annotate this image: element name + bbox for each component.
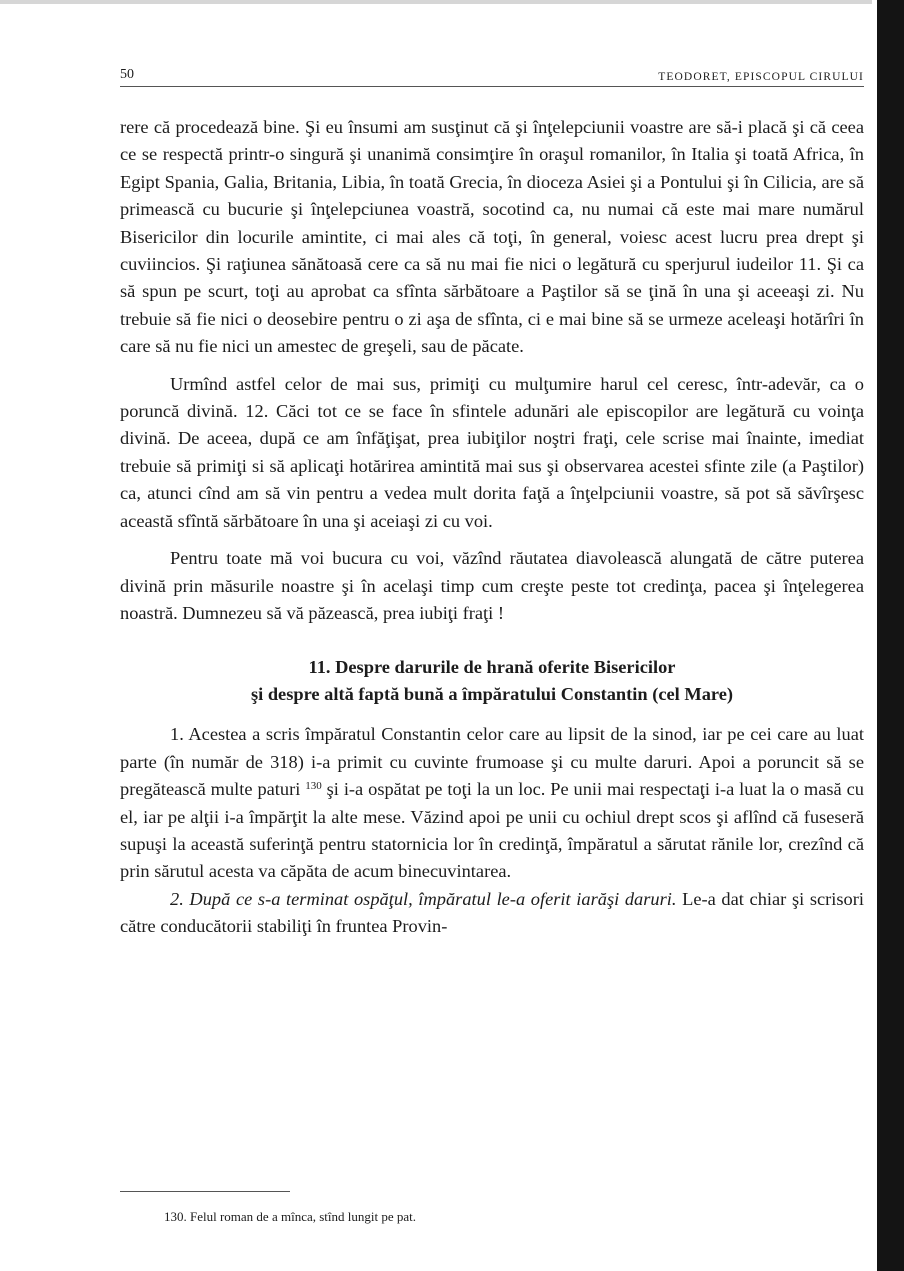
page-number: 50 — [120, 67, 134, 82]
page-top-edge — [0, 0, 872, 4]
paragraph-5 — [120, 886, 864, 941]
footnote-reference: 130 — [305, 780, 322, 793]
chapter-heading — [120, 654, 864, 708]
body-text — [120, 114, 864, 941]
paragraph-1: rere că procedează bine. Şi eu însumi am susţinut că şi înţelepciunii voastre are să-i placă şi că ceea ce se respectă printr-o singură şi unanimă consimţire în oraşul romanilor, în Italia şi toată Africa, în Egipt Spania, Galia, Britania, Libia, în toată Grecia, în dioceza Asiei şi a Pontului şi în Cilicia, are să primească cu bucurie şi înţelepciunea voastră, socotind ca, nu numai că este mai mare numărul Bisericilor din locurile amintite, ci mai ales că toţi, în general, voiesc acest lucru prea drept şi cuviincios. Şi raţiunea sănătoasă cere ca să nu mai fie nici o legătură cu sperjurul iudeilor 11. Şi ca să spun pe scurt, toţi au aprobat ca sfînta sărbătoare a Paştilor să se ţină în una şi aceeaşi zi. Nu trebuie să fie nici o deosebire pentru o zi aşa de sfînta, ci e mai bine să se urmeze aceleaşi hotărîri în care să nu fie nici un amestec de greşeli, sau de păcate. — [120, 117, 864, 357]
chapter-heading-line-1: 11. Despre darurile de hrană oferite Bisericilor — [308, 657, 676, 678]
paragraph-4-end: şi i-a ospătat pe toţi la un loc. Pe unii mai respectaţi i-a luat la o masă cu el, iar pe alţii i-a împărţit la alte mese. Văzind apoi pe unii cu ochiul drept scos şi aflînd că fuseseră supuşi la această suferinţă pentru statornicia lor în credinţă, împăratul a sărutat rănile lor, crezînd că prin sărutul acesta va căpăta de acum binecuvintarea. — [120, 779, 864, 882]
paragraph-3: Pentru toate mă voi bucura cu voi, văzînd răutatea diavolească alungată de către puterea divină prin măsurile noastre şi în acelaşi timp cum creşte peste tot credinţa, pacea şi înţelegerea noastră. Dumnezeu să vă păzească, prea iubiţi fraţi ! — [120, 548, 864, 623]
paragraph-2: Urmînd astfel celor de mai sus, primiţi cu mulţumire harul cel ceresc, într-adevăr, ca o poruncă divină. 12. Căci tot ce se face în sfintele adunări ale episcopilor are legătură cu voinţa divină. De aceea, după ce am înfăţişat, prea iubiţilor noştri fraţi, cele scrise mai înainte, imediat trebuie să primiţi si să aplicaţi hotărirea amintită mai sus şi observarea acestei sfinte zile (a Paştilor) ca, atunci cînd am să vin pentru a vedea mult dorita faţă a înţelpciunii voastre, să pot să săvîrşesc această sfîntă sărbătoare în una şi aceiaşi zi cu voi. — [120, 373, 864, 531]
running-title: TEODORET, EPISCOPUL CIRULUI — [658, 71, 864, 83]
book-spine-shadow — [877, 0, 904, 1271]
footnote: 130. Felul roman de a mînca, stînd lungit pe pat. — [164, 1209, 417, 1224]
footnote-divider — [120, 1191, 290, 1192]
paragraph-5-italic: 2. După ce s-a terminat ospăţul, împăratul le-a oferit iarăşi daruri. — [170, 888, 677, 909]
paragraph-4 — [120, 721, 864, 885]
page-header — [120, 64, 864, 87]
paragraph-4-start: 1. Acestea a scris împăratul Constantin celor care au lipsit de la sinod, iar pe cei care au luat parte (în număr de 318) i-a primit cu cuvinte frumoase şi cu multe daruri. Apoi a poruncit să se pregătească multe paturi — [120, 724, 864, 800]
paragraph-5-rest: Le-a dat chiar şi scrisori către conducătorii stabiliţi în fruntea Provin- — [120, 888, 864, 937]
chapter-heading-line-2: şi despre altă faptă bună a împăratului Constantin (cel Mare) — [250, 684, 734, 705]
